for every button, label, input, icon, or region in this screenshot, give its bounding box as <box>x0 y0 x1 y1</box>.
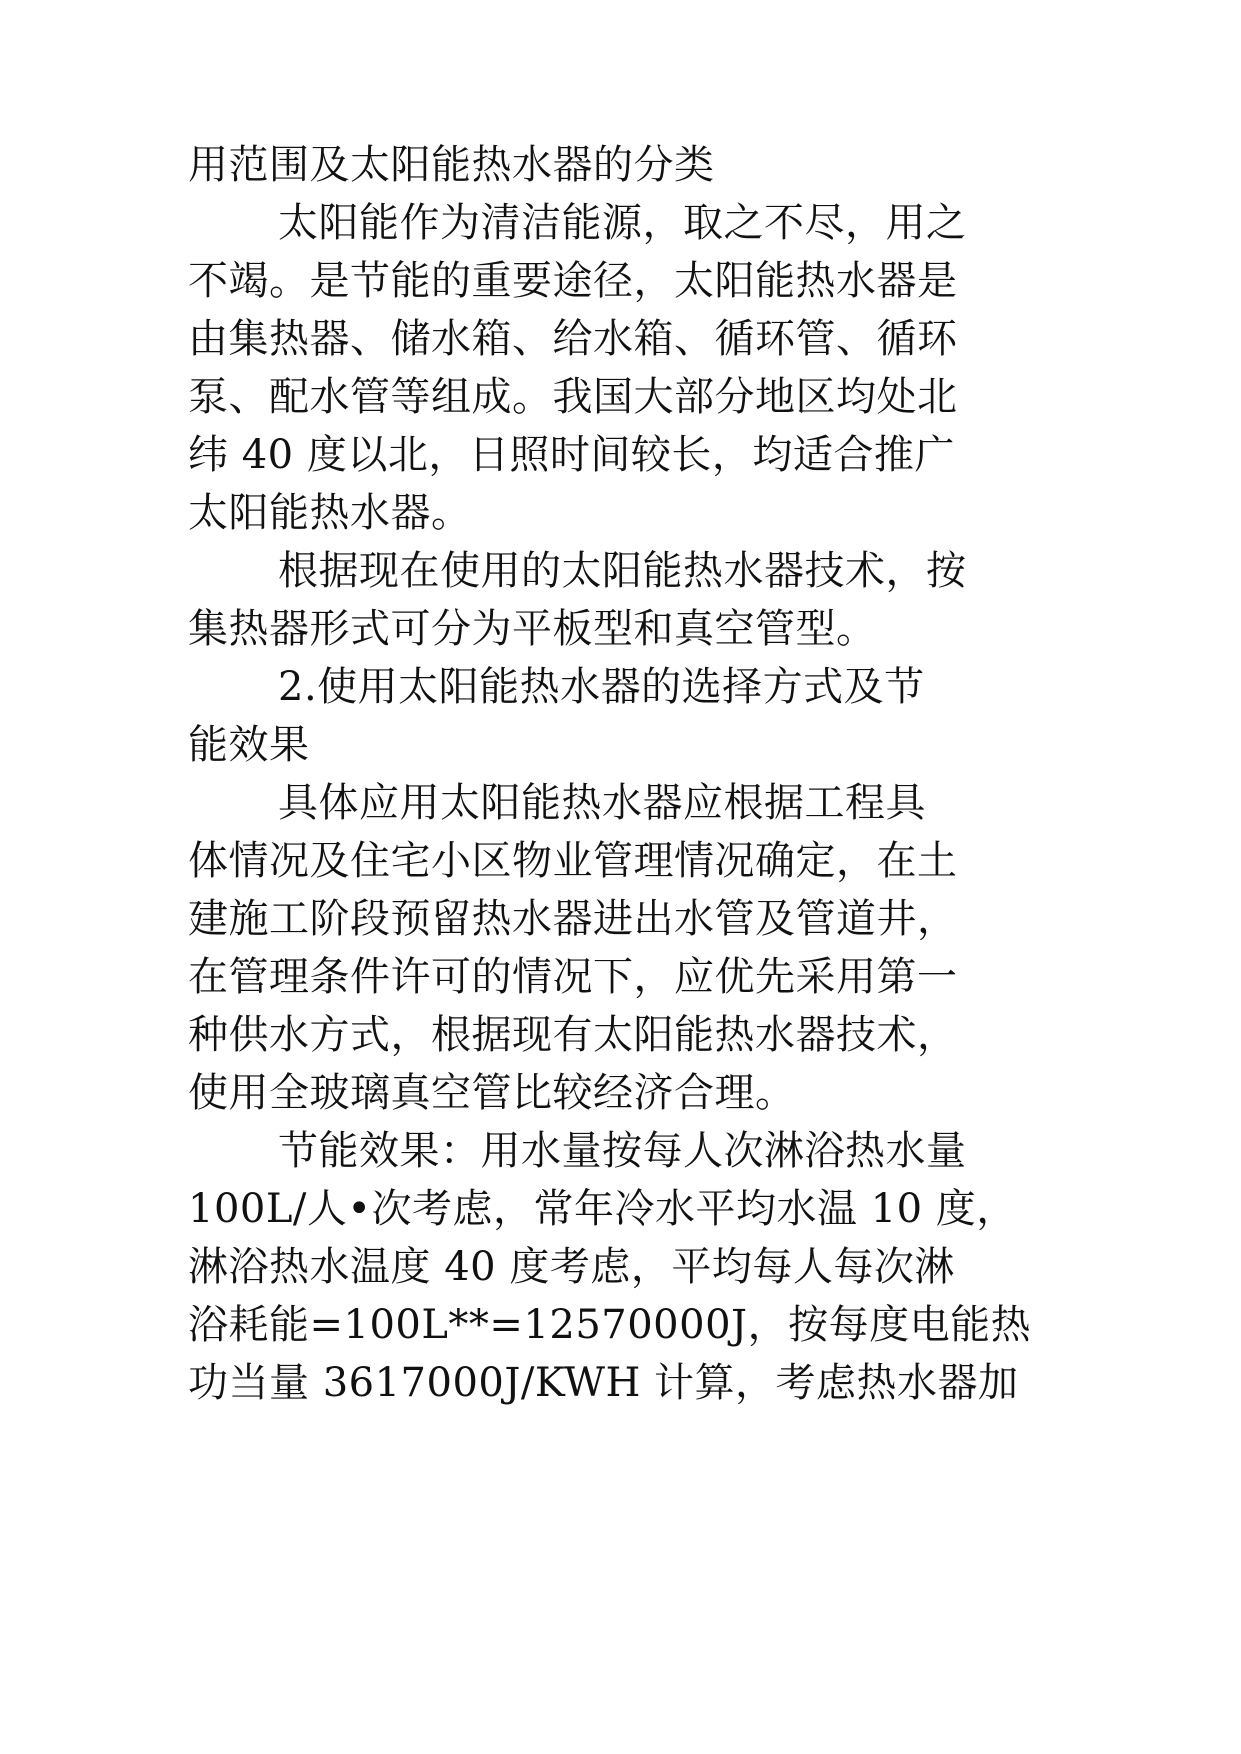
text-line: 集热器形式可分为平板型和真空管型。 <box>188 606 877 652</box>
text-line: 浴耗能=100L**=12570000J，按每度电能热 <box>188 1302 1032 1348</box>
text-line: 太阳能作为清洁能源，取之不尽，用之 <box>278 200 967 246</box>
text-line: 根据现在使用的太阳能热水器技术，按 <box>278 548 967 594</box>
text-line: 节能效果：用水量按每人次淋浴热水量 <box>278 1128 967 1174</box>
text-line: 用范围及太阳能热水器的分类 <box>188 142 715 188</box>
text-line: 太阳能热水器。 <box>188 490 472 536</box>
text-line: 在管理条件许可的情况下，应优先采用第一 <box>188 954 958 1000</box>
text-line: 淋浴热水温度 40 度考虑，平均每人每次淋 <box>188 1244 955 1290</box>
section-heading: 2.使用太阳能热水器的选择方式及节 <box>278 664 925 710</box>
text-line: 泵、配水管等组成。我国大部分地区均处北 <box>188 374 958 420</box>
text-line: 100L/人•次考虑，常年冷水平均水温 10 度， <box>188 1186 1017 1232</box>
text-line: 建施工阶段预留热水器进出水管及管道井， <box>188 896 958 942</box>
text-line: 纬 40 度以北，日照时间较长，均适合推广 <box>188 432 955 478</box>
section-heading-continued: 能效果 <box>188 722 310 768</box>
text-line: 使用全玻璃真空管比较经济合理。 <box>188 1070 796 1116</box>
text-line: 体情况及住宅小区物业管理情况确定，在土 <box>188 838 958 884</box>
text-line: 功当量 3617000J/KWH 计算，考虑热水器加 <box>188 1360 1019 1406</box>
text-line: 不竭。是节能的重要途径，太阳能热水器是 <box>188 258 958 304</box>
text-line: 种供水方式，根据现有太阳能热水器技术， <box>188 1012 958 1058</box>
text-line: 具体应用太阳能热水器应根据工程具 <box>278 780 926 826</box>
text-line: 由集热器、储水箱、给水箱、循环管、循环 <box>188 316 958 362</box>
